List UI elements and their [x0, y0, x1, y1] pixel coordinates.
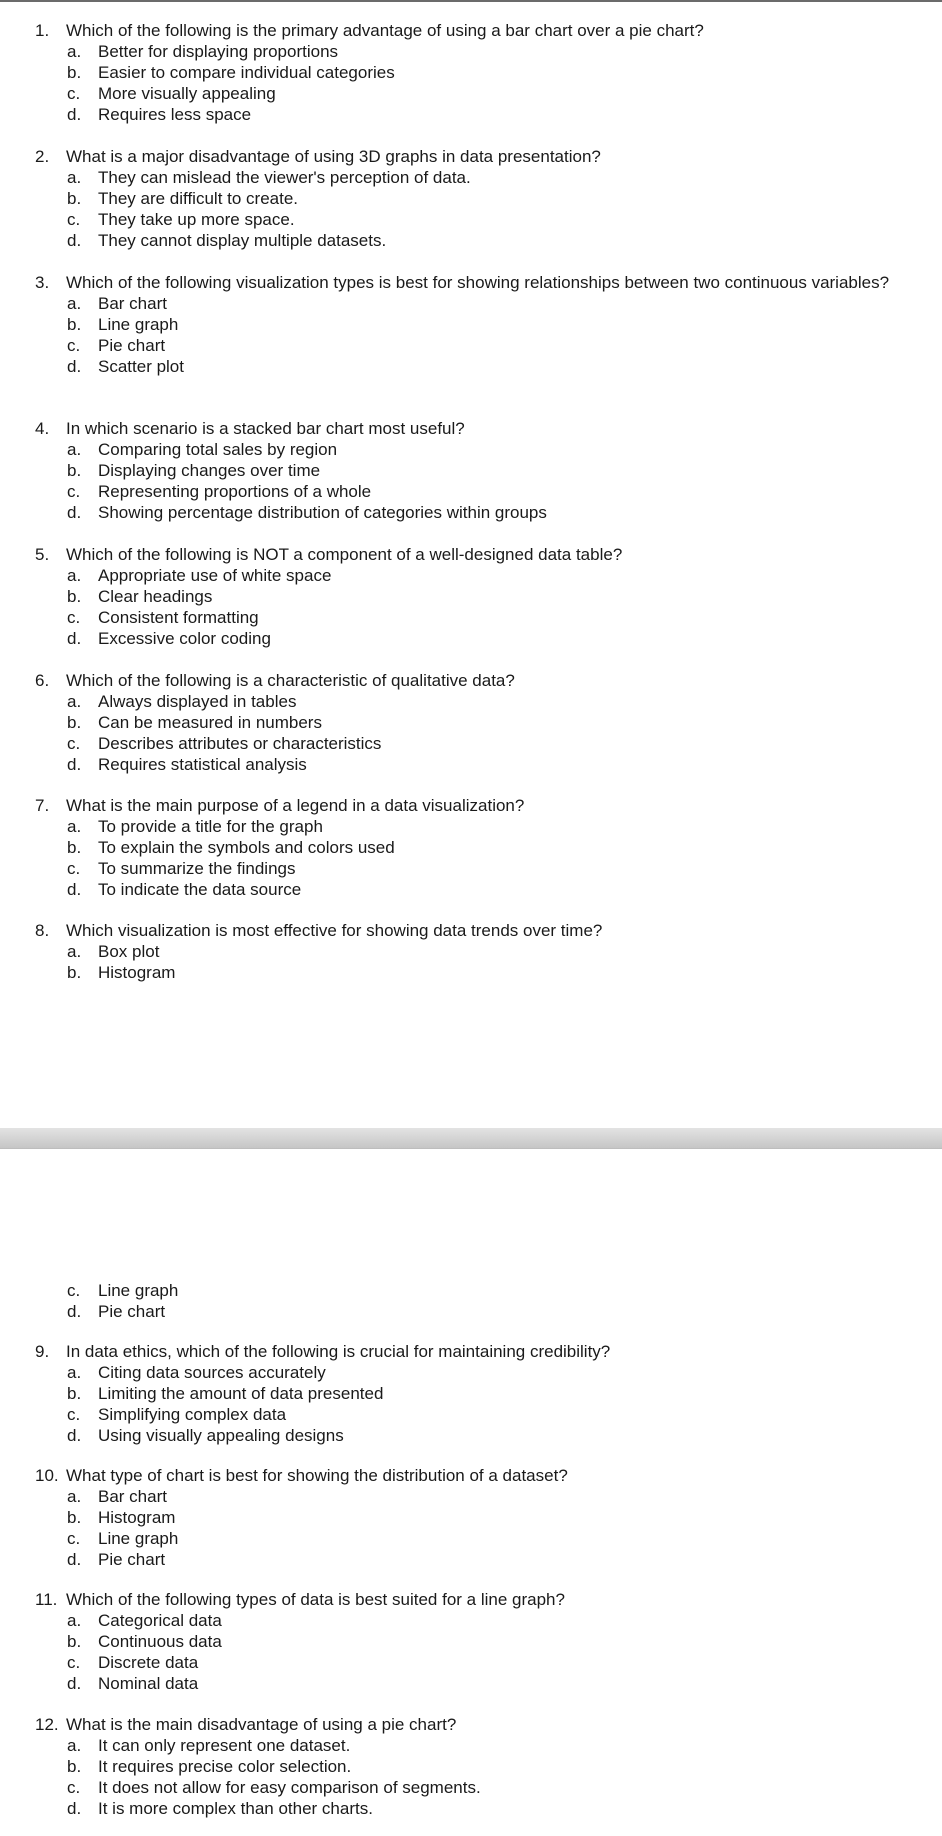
question-10-stem [0, 1465, 942, 1486]
option-c [0, 607, 942, 628]
option-letter: d. [67, 231, 82, 250]
option-text: Bar chart [98, 1487, 167, 1506]
option-letter: c. [67, 1653, 81, 1672]
option-d [0, 502, 942, 523]
option-text: Consistent formatting [98, 608, 259, 627]
option-c [0, 1528, 942, 1549]
option-text: Better for displaying proportions [98, 42, 339, 61]
option-b [0, 1631, 942, 1652]
question-text: Which of the following is a characteristic of qualitative data? [66, 671, 515, 690]
question-11 [0, 1589, 942, 1694]
option-letter: b. [67, 1632, 82, 1651]
option-letter: a. [67, 1611, 82, 1630]
option-letter: c. [67, 84, 81, 103]
option-a [0, 41, 942, 62]
option-letter: c. [67, 336, 81, 355]
option-letter: c. [67, 210, 81, 229]
option-b [0, 712, 942, 733]
option-text: They can mislead the viewer's perception of data. [98, 168, 471, 187]
question-7-stem [0, 795, 942, 816]
option-b [0, 837, 942, 858]
option-a [0, 1486, 942, 1507]
question-9-stem [0, 1341, 942, 1362]
option-text: To summarize the findings [98, 859, 296, 878]
option-letter: b. [67, 189, 82, 208]
question-10 [0, 1465, 942, 1570]
question-3-stem [0, 272, 942, 293]
option-text: Line graph [98, 1529, 179, 1548]
option-letter: d. [67, 1426, 82, 1445]
question-3 [0, 272, 942, 377]
option-text: Can be measured in numbers [98, 713, 322, 732]
option-b [0, 962, 942, 983]
option-letter: a. [67, 168, 82, 187]
option-text: Clear headings [98, 587, 213, 606]
option-letter: d. [67, 1799, 82, 1818]
option-a [0, 691, 942, 712]
option-letter: a. [67, 692, 82, 711]
option-a [0, 941, 942, 962]
question-12 [0, 1714, 942, 1819]
option-letter: d. [67, 1674, 82, 1693]
option-text: Categorical data [98, 1611, 222, 1630]
option-a [0, 167, 942, 188]
option-b [0, 314, 942, 335]
option-d [0, 356, 942, 377]
option-c [0, 1777, 942, 1798]
question-text: Which of the following is NOT a component of a well-designed data table? [66, 545, 623, 564]
option-b [0, 62, 942, 83]
option-text: Showing percentage distribution of categories within groups [98, 503, 547, 522]
option-letter: d. [67, 1550, 82, 1569]
option-text: Describes attributes or characteristics [98, 734, 382, 753]
question-12-stem [0, 1714, 942, 1735]
question-number: 9. [35, 1342, 50, 1361]
option-text: Citing data sources accurately [98, 1363, 326, 1382]
option-text: Representing proportions of a whole [98, 482, 372, 501]
question-number: 8. [35, 921, 50, 940]
option-c [0, 83, 942, 104]
question-text: Which of the following is the primary advantage of using a bar chart over a pie chart? [66, 21, 704, 40]
option-c [0, 209, 942, 230]
option-a [0, 565, 942, 586]
option-text: Pie chart [98, 1302, 166, 1321]
option-c [0, 1280, 942, 1301]
option-b [0, 188, 942, 209]
option-text: Box plot [98, 942, 160, 961]
question-number: 5. [35, 545, 50, 564]
option-text: Scatter plot [98, 357, 184, 376]
option-text: Line graph [98, 1281, 179, 1300]
question-text: What is a major disadvantage of using 3D graphs in data presentation? [66, 147, 601, 166]
question-text: In data ethics, which of the following is crucial for maintaining credibility? [66, 1342, 611, 1361]
question-5-stem [0, 544, 942, 565]
option-c [0, 733, 942, 754]
option-text: Histogram [98, 963, 176, 982]
question-7 [0, 795, 942, 900]
question-4-stem [0, 418, 942, 439]
option-c [0, 481, 942, 502]
option-letter: c. [67, 1529, 81, 1548]
option-text: Pie chart [98, 336, 166, 355]
option-a [0, 1362, 942, 1383]
option-d [0, 754, 942, 775]
question-number: 6. [35, 671, 50, 690]
option-text: Continuous data [98, 1632, 222, 1651]
option-b [0, 1507, 942, 1528]
option-text: Limiting the amount of data presented [98, 1384, 384, 1403]
option-b [0, 1383, 942, 1404]
question-number: 3. [35, 273, 50, 292]
question-6-stem [0, 670, 942, 691]
option-d [0, 230, 942, 251]
question-8-continued [0, 1280, 942, 1322]
option-text: Histogram [98, 1508, 176, 1527]
option-letter: c. [67, 734, 81, 753]
option-text: Requires statistical analysis [98, 755, 307, 774]
option-letter: b. [67, 963, 82, 982]
option-d [0, 628, 942, 649]
question-number: 2. [35, 147, 50, 166]
option-letter: a. [67, 1363, 82, 1382]
question-number: 11. [35, 1590, 58, 1609]
option-letter: a. [67, 294, 82, 313]
option-text: They are difficult to create. [98, 189, 299, 208]
option-d [0, 1549, 942, 1570]
question-4 [0, 418, 942, 523]
option-text: It requires precise color selection. [98, 1757, 352, 1776]
option-text: Line graph [98, 315, 179, 334]
option-text: Excessive color coding [98, 629, 271, 648]
question-text: Which of the following visualization types is best for showing relationships between two continuous variables? [66, 273, 890, 292]
option-c [0, 335, 942, 356]
option-letter: d. [67, 1302, 82, 1321]
question-text: What is the main disadvantage of using a pie chart? [66, 1715, 457, 1734]
option-letter: c. [67, 1405, 81, 1424]
option-text: It does not allow for easy comparison of segments. [98, 1778, 481, 1797]
option-b [0, 586, 942, 607]
question-number: 1. [35, 21, 50, 40]
option-d [0, 1673, 942, 1694]
option-letter: a. [67, 942, 82, 961]
option-letter: c. [67, 859, 81, 878]
option-letter: b. [67, 1384, 82, 1403]
option-letter: a. [67, 42, 82, 61]
option-d [0, 1425, 942, 1446]
option-a [0, 816, 942, 837]
option-letter: c. [67, 1778, 81, 1797]
option-letter: b. [67, 1757, 82, 1776]
option-text: More visually appealing [98, 84, 276, 103]
option-text: It is more complex than other charts. [98, 1799, 373, 1818]
question-text: What type of chart is best for showing the distribution of a dataset? [66, 1466, 568, 1485]
question-1-stem [0, 20, 942, 41]
option-text: To indicate the data source [98, 880, 302, 899]
option-b [0, 1756, 942, 1777]
option-text: Easier to compare individual categories [98, 63, 395, 82]
option-letter: b. [67, 838, 82, 857]
question-text: Which visualization is most effective for showing data trends over time? [66, 921, 603, 940]
option-letter: b. [67, 63, 82, 82]
option-text: Comparing total sales by region [98, 440, 338, 459]
question-number: 7. [35, 796, 50, 815]
option-a [0, 1610, 942, 1631]
question-number: 4. [35, 419, 50, 438]
option-text: Always displayed in tables [98, 692, 297, 711]
option-letter: d. [67, 503, 82, 522]
question-8 [0, 920, 942, 983]
option-c [0, 858, 942, 879]
option-d [0, 879, 942, 900]
option-d [0, 104, 942, 125]
option-letter: b. [67, 713, 82, 732]
question-5 [0, 544, 942, 649]
option-b [0, 460, 942, 481]
option-text: Simplifying complex data [98, 1405, 287, 1424]
top-rule [0, 0, 942, 2]
option-letter: b. [67, 461, 82, 480]
option-letter: d. [67, 357, 82, 376]
option-letter: d. [67, 880, 82, 899]
question-1 [0, 20, 942, 125]
option-a [0, 293, 942, 314]
option-a [0, 1735, 942, 1756]
question-8-stem [0, 920, 942, 941]
option-text: Displaying changes over time [98, 461, 321, 480]
option-c [0, 1404, 942, 1425]
option-text: Requires less space [98, 105, 252, 124]
option-letter: b. [67, 315, 82, 334]
option-text: They cannot display multiple datasets. [98, 231, 387, 250]
question-number: 10. [35, 1466, 59, 1485]
page-break-divider [0, 1128, 942, 1149]
option-letter: d. [67, 105, 82, 124]
option-text: Pie chart [98, 1550, 166, 1569]
option-letter: a. [67, 1487, 82, 1506]
option-letter: d. [67, 629, 82, 648]
option-text: Discrete data [98, 1653, 199, 1672]
question-9 [0, 1341, 942, 1446]
option-text: To explain the symbols and colors used [98, 838, 395, 857]
question-2-stem [0, 146, 942, 167]
option-text: It can only represent one dataset. [98, 1736, 351, 1755]
question-text: Which of the following types of data is best suited for a line graph? [66, 1590, 565, 1609]
option-letter: c. [67, 608, 81, 627]
question-number: 12. [35, 1715, 59, 1734]
option-text: Nominal data [98, 1674, 199, 1693]
option-letter: c. [67, 1281, 81, 1300]
option-letter: d. [67, 755, 82, 774]
question-11-stem [0, 1589, 942, 1610]
option-a [0, 439, 942, 460]
option-d [0, 1798, 942, 1819]
option-text: Using visually appealing designs [98, 1426, 344, 1445]
question-text: What is the main purpose of a legend in a data visualization? [66, 796, 525, 815]
option-text: Bar chart [98, 294, 167, 313]
option-letter: b. [67, 1508, 82, 1527]
option-d [0, 1301, 942, 1322]
option-text: Appropriate use of white space [98, 566, 332, 585]
option-c [0, 1652, 942, 1673]
question-2 [0, 146, 942, 251]
option-letter: a. [67, 440, 82, 459]
option-letter: c. [67, 482, 81, 501]
option-letter: a. [67, 1736, 82, 1755]
option-letter: b. [67, 587, 82, 606]
option-text: They take up more space. [98, 210, 295, 229]
option-letter: a. [67, 566, 82, 585]
question-6 [0, 670, 942, 775]
option-letter: a. [67, 817, 82, 836]
question-text: In which scenario is a stacked bar chart most useful? [66, 419, 465, 438]
option-text: To provide a title for the graph [98, 817, 323, 836]
